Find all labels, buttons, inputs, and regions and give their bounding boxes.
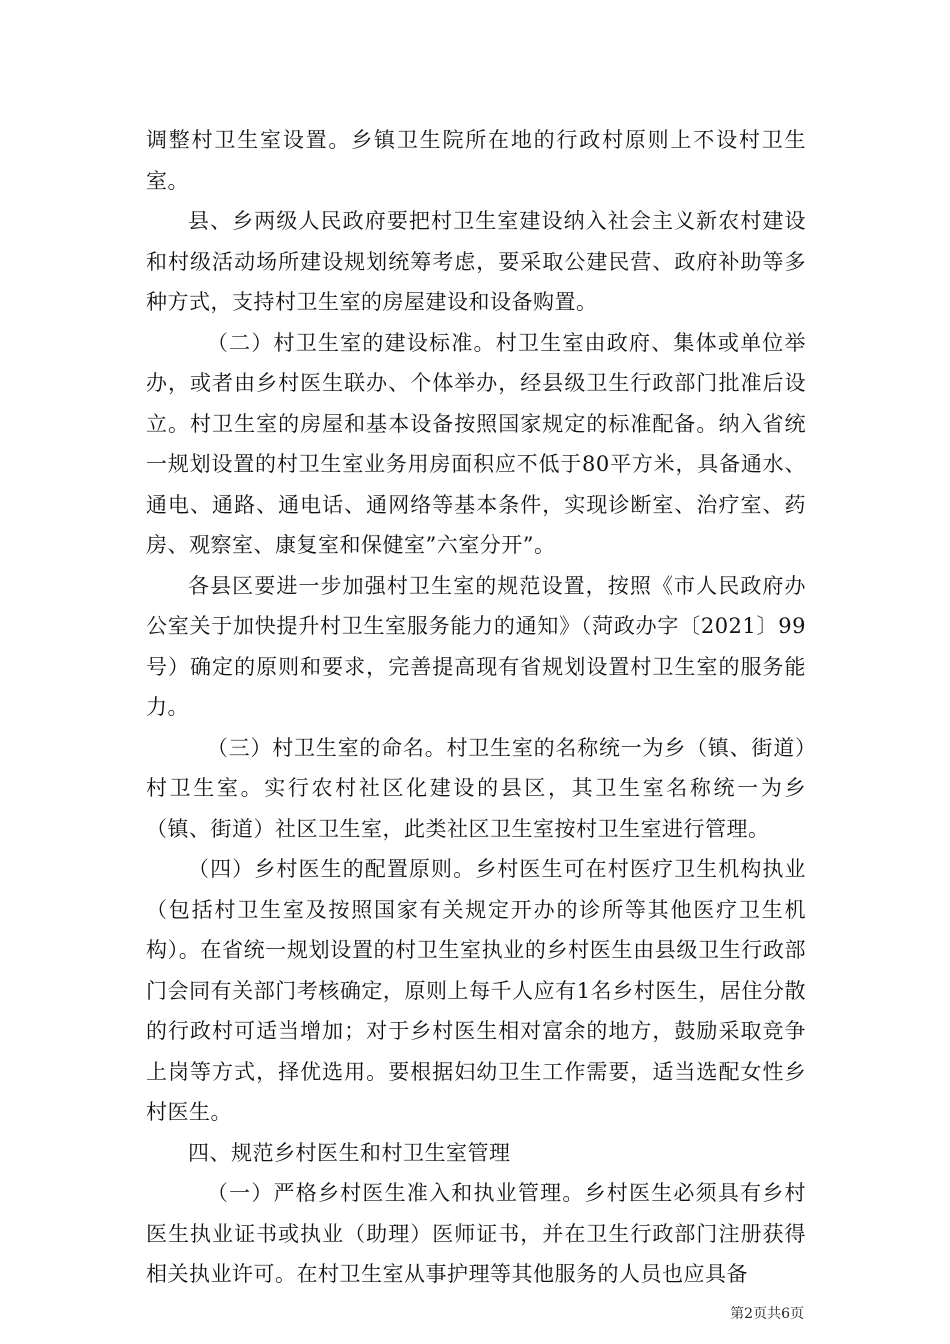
paragraph-doctor-allocation: （四）乡村医生的配置原则。乡村医生可在村医疗卫生机构执业（包括村卫生室及按照国家有关规定开办的诊所等其他医疗卫生机构）。在省统一规划设置的村卫生室执业的乡村医生由县级卫生行政部门会同有关部门考核确定，原则上每千人应有1名乡村医生，居住分散的行政村可适当增加；对于乡村医生相对富余的地方，鼓励采取竞争上岗等方式，择优选用。要根据妇幼卫生工作需要，适当选配女性乡村医生。 (146, 857, 806, 1124)
paragraph-admission-practice: （一）严格乡村医生准入和执业管理。乡村医生必须具有乡村医生执业证书或执业（助理）医师证书，并在卫生行政部门注册获得相关执业许可。在村卫生室从事护理等其他服务的人员也应具备 (146, 1181, 806, 1286)
paragraph-naming: （三）村卫生室的命名。村卫生室的名称统一为乡（镇、街道）村卫生室。实行农村社区化建设的县区，其卫生室名称统一为乡（镇、街道）社区卫生室，此类社区卫生室按村卫生室进行管理。 (146, 735, 806, 841)
page-number-footer: 第2页共6页 (730, 1306, 804, 1322)
paragraph-construction-standard: （二）村卫生室的建设标准。村卫生室由政府、集体或单位举办，或者由乡村医生联办、个体举办，经县级卫生行政部门批准后设立。村卫生室的房屋和基本设备按照国家规定的标准配备。纳入省统一规划设置的村卫生室业务用房面积应不低于80平方米，具备通水、通电、通路、通电话、通网络等基本条件，实现诊断室、治疗室、药房、观察室、康复室和保健室”六室分开”。 (146, 330, 806, 557)
document-body (146, 120, 806, 1295)
paragraph-standardized-setup: 各县区要进一步加强村卫生室的规范设置，按照《市人民政府办公室关于加快提升村卫生室服务能力的通知》（菏政办字〔2021〕99号）确定的原则和要求，完善提高现有省规划设置村卫生室的服务能力。 (146, 573, 806, 719)
paragraph-continuation: 调整村卫生室设置。乡镇卫生院所在地的行政村原则上不设村卫生室。 (146, 128, 806, 193)
section-heading-management: 四、规范乡村医生和村卫生室管理 (188, 1140, 511, 1165)
paragraph-county-township-planning: 县、乡两级人民政府要把村卫生室建设纳入社会主义新农村建设和村级活动场所建设规划统筹考虑，要采取公建民营、政府补助等多种方式，支持村卫生室的房屋建设和设备购置。 (146, 209, 806, 314)
